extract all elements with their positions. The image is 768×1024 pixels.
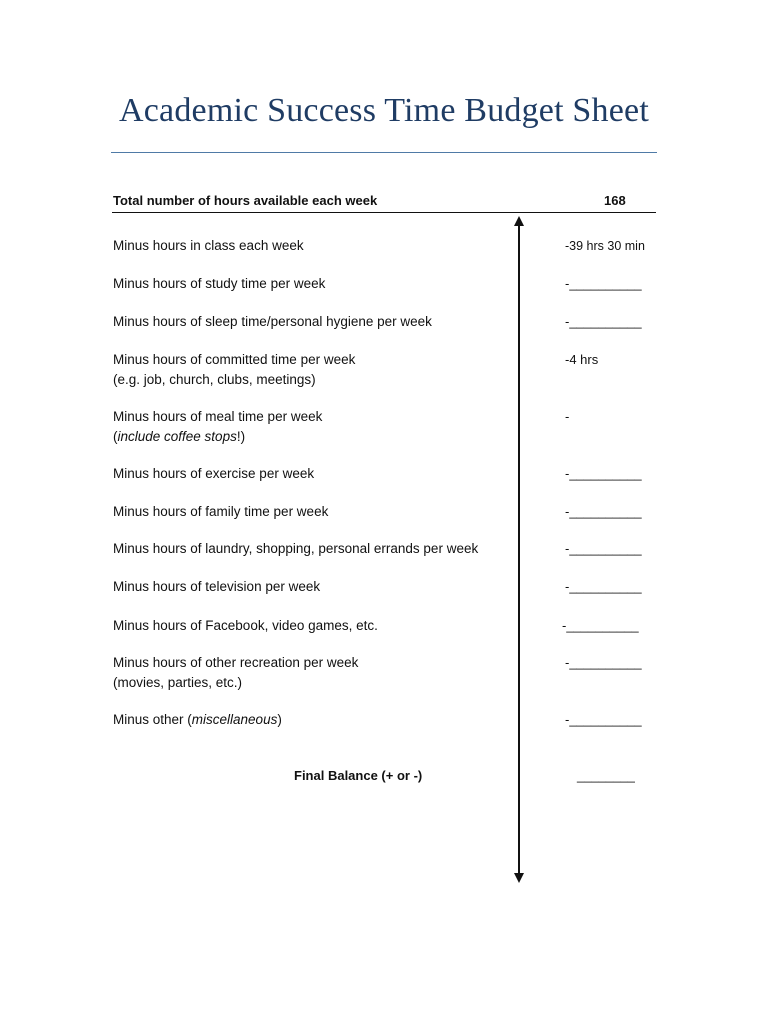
row-study-value: -__________ [565,276,642,291]
row-facebook-value: -__________ [562,618,639,633]
total-hours-label: Total number of hours available each week [113,193,378,208]
row-committed-line1: Minus hours of committed time per week [113,352,356,367]
row-other-value: -__________ [565,712,642,727]
row-meal-label [113,407,322,447]
row-other-label [113,710,282,730]
total-hours-value: 168 [604,193,626,208]
row-meal-line2-emphasis: include coffee stops [117,429,237,444]
row-meal-line2-close: !) [236,429,246,444]
row-sleep-value: -__________ [565,314,642,329]
total-divider [112,212,656,213]
row-class-label: Minus hours in class each week [113,238,304,253]
row-television-value: -__________ [565,579,642,594]
row-study-label: Minus hours of study time per week [113,276,326,291]
row-errands-value: -__________ [565,541,642,556]
row-other-emphasis: miscellaneous [191,712,278,727]
row-exercise-label: Minus hours of exercise per week [113,466,315,481]
row-committed-label [113,350,355,390]
row-recreation-value: -__________ [565,655,642,670]
final-balance-label: Final Balance (+ or -) [294,768,423,783]
row-television-label: Minus hours of television per week [113,579,321,594]
row-recreation-line1: Minus hours of other recreation per week [113,655,359,670]
row-family-label: Minus hours of family time per week [113,504,329,519]
row-sleep-label: Minus hours of sleep time/personal hygiene per week [113,314,432,329]
row-meal-line2 [113,427,322,447]
row-errands-label: Minus hours of laundry, shopping, personal errands per week [113,541,479,556]
row-recreation-label [113,653,358,693]
row-family-value: -__________ [565,504,642,519]
double-arrow-icon [508,216,530,886]
row-other-close: ) [277,712,282,727]
row-meal-value: - [565,409,570,424]
row-meal-line1: Minus hours of meal time per week [113,409,323,424]
row-facebook-label: Minus hours of Facebook, video games, etc. [113,618,378,633]
row-committed-value: -4 hrs [565,352,599,367]
row-committed-line2: (e.g. job, church, clubs, meetings) [113,372,316,387]
final-balance-value: ________ [577,768,635,783]
row-class-value: -39 hrs 30 min [565,239,645,253]
row-other-open: Minus other ( [113,712,192,727]
row-exercise-value: -__________ [565,466,642,481]
row-meal-line2-open: ( [113,429,118,444]
title-divider [111,152,657,153]
page-title: Academic Success Time Budget Sheet [119,92,649,129]
row-recreation-line2: (movies, parties, etc.) [113,675,243,690]
